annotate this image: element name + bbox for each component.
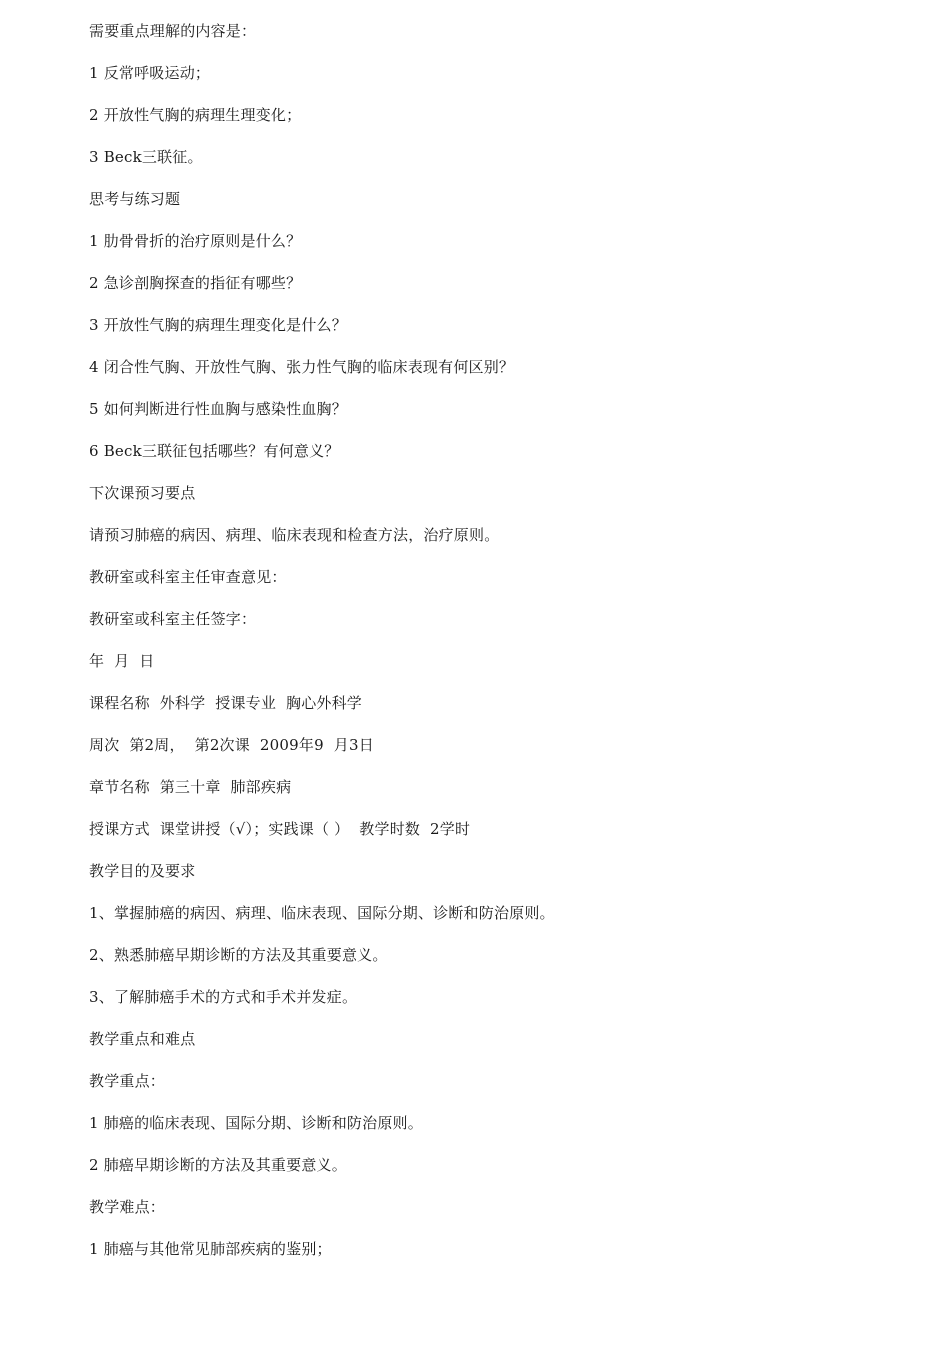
text-line: 教学重点： (89, 1072, 166, 1090)
text-line: 1 肺癌与其他常见肺部疾病的鉴别； (89, 1240, 332, 1258)
text-line: 1 反常呼吸运动； (89, 64, 211, 82)
text-line: 3 Beck三联征。 (89, 148, 203, 166)
text-line: 2 肺癌早期诊断的方法及其重要意义。 (89, 1156, 347, 1174)
text-line: 教学难点： (89, 1198, 166, 1216)
date-line: 年 月 日 (89, 652, 155, 670)
section-heading: 教学重点和难点 (89, 1030, 196, 1048)
text-line: 3 开放性气胸的病理生理变化是什么？ (89, 316, 347, 334)
text-line: 1 肋骨骨折的治疗原则是什么？ (89, 232, 302, 250)
text-line: 3、了解肺癌手术的方式和手术并发症。 (89, 988, 358, 1006)
text-line: 5 如何判断进行性血胸与感染性血胸？ (89, 400, 347, 418)
text-line: 1、掌握肺癌的病因、病理、临床表现、国际分期、诊断和防治原则。 (89, 904, 555, 922)
section-heading: 下次课预习要点 (89, 484, 196, 502)
text-line: 章节名称 第三十章 肺部疾病 (89, 778, 292, 796)
section-heading: 教学目的及要求 (89, 862, 196, 880)
text-line: 教研室或科室主任签字： (89, 610, 257, 628)
text-line: 1 肺癌的临床表现、国际分期、诊断和防治原则。 (89, 1114, 423, 1132)
text-line: 4 闭合性气胸、开放性气胸、张力性气胸的临床表现有何区别？ (89, 358, 515, 376)
text-line: 课程名称 外科学 授课专业 胸心外科学 (89, 694, 363, 712)
text-line: 需要重点理解的内容是： (89, 22, 257, 40)
text-line: 请预习肺癌的病因、病理、临床表现和检查方法，治疗原则。 (89, 526, 500, 544)
text-line: 教研室或科室主任审查意见： (89, 568, 287, 586)
text-line: 周次 第2周， 第2次课 2009年9 月3日 (89, 736, 374, 754)
text-line: 6 Beck三联征包括哪些？有何意义？ (89, 442, 340, 460)
section-heading: 思考与练习题 (89, 190, 181, 208)
text-line: 授课方式 课堂讲授（√）；实践课（ ） 教学时数 2学时 (89, 820, 471, 838)
text-line: 2 急诊剖胸探查的指征有哪些？ (89, 274, 302, 292)
text-line: 2 开放性气胸的病理生理变化； (89, 106, 302, 124)
text-line: 2、熟悉肺癌早期诊断的方法及其重要意义。 (89, 946, 388, 964)
